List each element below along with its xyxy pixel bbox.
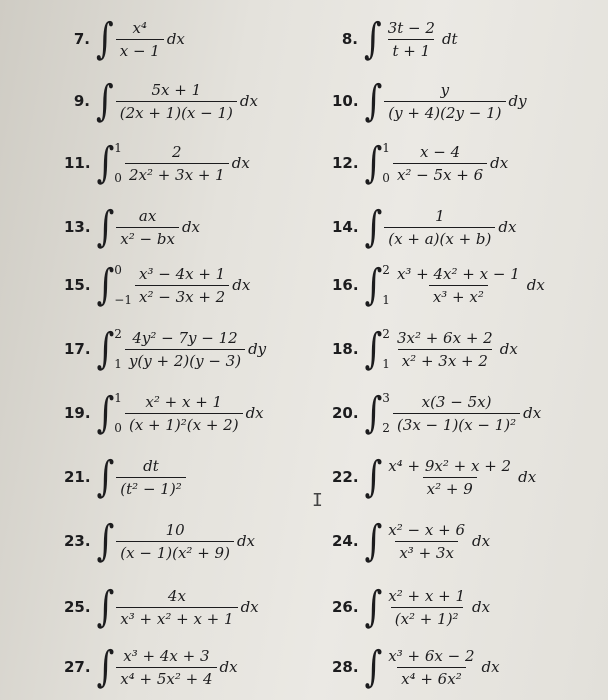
- problem-12: [332, 132, 508, 194]
- problem-number: 7.: [73, 30, 90, 48]
- denominator: x⁴ + 5x² + 4: [116, 667, 216, 688]
- lower-limit: 2: [382, 421, 390, 435]
- upper-limit: 1: [114, 141, 122, 155]
- problem-21: [64, 446, 186, 508]
- problem-23: [64, 510, 255, 572]
- integral-limits: [114, 141, 122, 185]
- integral-sign: ∫: [364, 642, 383, 692]
- numerator: 10: [165, 520, 185, 539]
- numerator: x³ + 4x + 3: [123, 646, 210, 665]
- integral: [363, 324, 518, 374]
- upper-limit: 0: [114, 263, 122, 277]
- integral: [95, 516, 255, 566]
- integrand-fraction: [116, 19, 164, 60]
- integral: [362, 14, 458, 64]
- problem-number: 16.: [332, 276, 359, 294]
- problem-number: 17.: [64, 340, 91, 358]
- problem-7: [64, 8, 185, 70]
- differential: dx: [499, 340, 518, 358]
- denominator: (x² + 1)²: [391, 607, 463, 628]
- integrand-fraction: [384, 587, 469, 628]
- denominator: x³ + x² + x + 1: [116, 607, 237, 628]
- problem-17: [64, 318, 266, 380]
- integral-sign: ∫: [96, 260, 115, 310]
- problem-27: [64, 636, 238, 698]
- integrand-fraction: [384, 19, 439, 60]
- problem-number: 28.: [332, 658, 359, 676]
- problem-number: 24.: [332, 532, 359, 550]
- denominator: x − 1: [116, 39, 164, 60]
- problem-number: 13.: [64, 218, 91, 236]
- integrand-fraction: [125, 393, 243, 434]
- integrand-fraction: [384, 81, 505, 122]
- problem-16: [332, 254, 545, 316]
- differential: dx: [498, 218, 517, 236]
- numerator: ax: [138, 206, 157, 225]
- denominator: y(y + 2)(y − 3): [125, 349, 245, 370]
- denominator: x³ + 3x: [395, 541, 458, 562]
- integrand-fraction: [393, 143, 487, 184]
- upper-limit: 1: [114, 391, 122, 405]
- numerator: dt: [143, 456, 159, 475]
- upper-limit: 1: [382, 141, 390, 155]
- integrand-fraction: [125, 143, 229, 184]
- differential: dt: [441, 30, 458, 48]
- numerator: 4x: [167, 586, 186, 605]
- differential: dx: [166, 30, 185, 48]
- problem-24: [332, 510, 490, 572]
- problem-9: [64, 70, 258, 132]
- numerator: x − 4: [420, 142, 461, 161]
- numerator: x³ + 4x² + x − 1: [396, 264, 520, 283]
- integral-sign: ∫: [364, 14, 382, 64]
- denominator: x² − 3x + 2: [135, 285, 229, 306]
- problem-10: [332, 70, 527, 132]
- integral: [95, 452, 186, 502]
- problem-number: 12.: [332, 154, 359, 172]
- problem-number: 14.: [332, 218, 359, 236]
- lower-limit: 0: [382, 171, 390, 185]
- differential: dx: [236, 532, 255, 550]
- numerator: 1: [435, 206, 445, 225]
- denominator: x² + 9: [423, 477, 477, 498]
- denominator: (y + 4)(2y − 1): [384, 101, 505, 122]
- integral: [363, 582, 491, 632]
- numerator: x³ − 4x + 1: [139, 264, 226, 283]
- integral-sign: ∫: [96, 642, 115, 692]
- problem-13: [64, 196, 200, 258]
- differential: dy: [508, 92, 527, 110]
- differential: dx: [526, 276, 545, 294]
- numerator: x⁴ + 9x² + x + 2: [388, 456, 512, 475]
- integrand-fraction: [116, 521, 234, 562]
- integrand-fraction: [393, 265, 524, 306]
- integral-limits: [114, 263, 132, 307]
- integral-sign: ∫: [96, 324, 115, 374]
- differential: dy: [248, 340, 267, 358]
- differential: dx: [518, 468, 537, 486]
- problem-18: [332, 318, 518, 380]
- integral-sign: ∫: [364, 260, 383, 310]
- integral-sign: ∫: [96, 452, 115, 502]
- problem-25: [64, 576, 259, 638]
- denominator: x⁴ + 6x²: [397, 667, 466, 688]
- integrand-fraction: [116, 647, 216, 688]
- integral: [94, 76, 258, 126]
- problem-28: [332, 636, 500, 698]
- integral: [95, 582, 259, 632]
- integrand-fraction: [125, 329, 245, 370]
- problem-11: [64, 132, 250, 194]
- problem-number: 27.: [64, 658, 91, 676]
- integral-limits: [382, 141, 390, 185]
- integral: [95, 260, 251, 310]
- integral: [363, 76, 527, 126]
- problem-number: 23.: [64, 532, 91, 550]
- integral: [363, 260, 545, 310]
- differential: dx: [471, 598, 491, 616]
- denominator: (x + a)(x + b): [384, 227, 495, 248]
- integrand-fraction: [393, 329, 497, 370]
- numerator: 3x² + 6x + 2: [396, 328, 493, 347]
- integral-sign: ∫: [364, 138, 383, 188]
- problem-26: [332, 576, 490, 638]
- integral: [95, 138, 250, 188]
- problem-19: [64, 382, 264, 444]
- integral: [95, 202, 200, 252]
- integral-limits: [382, 391, 390, 435]
- denominator: 2x² + 3x + 1: [125, 163, 229, 184]
- lower-limit: −1: [114, 293, 132, 307]
- integrand-fraction: [384, 457, 515, 498]
- integral: [363, 452, 537, 502]
- integral-sign: ∫: [364, 582, 383, 632]
- integral-sign: ∫: [96, 14, 114, 64]
- lower-limit: 1: [382, 293, 390, 307]
- numerator: x² − x + 6: [388, 520, 465, 539]
- differential: dx: [245, 404, 264, 422]
- integral-limits: [382, 327, 390, 371]
- lower-limit: 1: [114, 357, 122, 371]
- integral-sign: ∫: [364, 388, 383, 438]
- integral-sign: ∫: [96, 76, 114, 126]
- integral: [95, 388, 264, 438]
- problem-8: [332, 8, 458, 70]
- differential: dx: [219, 658, 238, 676]
- differential: dx: [490, 154, 509, 172]
- upper-limit: 2: [114, 327, 122, 341]
- denominator: t + 1: [388, 39, 434, 60]
- integrand-fraction: [116, 457, 185, 498]
- denominator: (2x + 1)(x − 1): [116, 101, 237, 122]
- integral-sign: ∫: [96, 582, 115, 632]
- differential: dx: [481, 658, 500, 676]
- numerator: x(3 − 5x): [421, 392, 492, 411]
- integral: [363, 138, 509, 188]
- integrand-fraction: [384, 521, 469, 562]
- integral-sign: ∫: [364, 452, 383, 502]
- integral: [95, 324, 267, 374]
- integral: [363, 642, 500, 692]
- problem-20: [332, 382, 541, 444]
- integral: [94, 14, 185, 64]
- differential: dx: [231, 154, 250, 172]
- integral-sign: ∫: [96, 138, 115, 188]
- problem-number: 18.: [332, 340, 359, 358]
- integral-sign: ∫: [364, 76, 383, 126]
- denominator: (3x − 1)(x − 1)²: [393, 413, 520, 434]
- problem-number: 15.: [64, 276, 91, 294]
- lower-limit: 0: [114, 421, 122, 435]
- differential: dx: [240, 598, 259, 616]
- upper-limit: 3: [382, 391, 390, 405]
- integral-limits: [382, 263, 390, 307]
- integral-sign: ∫: [96, 388, 115, 438]
- problem-number: 26.: [332, 598, 359, 616]
- numerator: x⁴: [132, 18, 148, 37]
- integral: [363, 516, 491, 566]
- integral-sign: ∫: [96, 202, 115, 252]
- problem-number: 25.: [64, 598, 91, 616]
- differential: dx: [471, 532, 491, 550]
- integral: [363, 202, 517, 252]
- problem-number: 21.: [64, 468, 91, 486]
- numerator: x² + x + 1: [388, 586, 465, 605]
- integral-sign: ∫: [364, 202, 383, 252]
- upper-limit: 2: [382, 263, 390, 277]
- integral: [95, 642, 238, 692]
- integrand-fraction: [384, 207, 495, 248]
- numerator: 3t − 2: [387, 18, 435, 37]
- numerator: x² + x + 1: [145, 392, 223, 411]
- problem-22: [332, 446, 536, 508]
- text-cursor-icon: I: [312, 490, 323, 511]
- differential: dx: [239, 92, 258, 110]
- numerator: x³ + 6x − 2: [388, 646, 475, 665]
- integral-limits: [114, 327, 122, 371]
- problem-number: 10.: [332, 92, 359, 110]
- integral: [363, 388, 542, 438]
- denominator: (x − 1)(x² + 9): [116, 541, 234, 562]
- integral-sign: ∫: [96, 516, 115, 566]
- problem-number: 19.: [64, 404, 91, 422]
- problem-number: 11.: [64, 154, 91, 172]
- denominator: (t² − 1)²: [116, 477, 185, 498]
- integral-limits: [114, 391, 122, 435]
- problem-14: [332, 196, 516, 258]
- problem-15: [64, 254, 250, 316]
- integrand-fraction: [116, 207, 179, 248]
- problem-number: 22.: [332, 468, 359, 486]
- denominator: (x + 1)²(x + 2): [125, 413, 243, 434]
- denominator: x² − bx: [116, 227, 179, 248]
- integral-sign: ∫: [364, 516, 383, 566]
- numerator: y: [440, 80, 450, 99]
- integrand-fraction: [135, 265, 229, 306]
- problem-number: 8.: [341, 30, 358, 48]
- numerator: 5x + 1: [151, 80, 202, 99]
- differential: dx: [523, 404, 542, 422]
- problem-number: 9.: [73, 92, 90, 110]
- lower-limit: 0: [114, 171, 122, 185]
- integral-sign: ∫: [364, 324, 383, 374]
- integrand-fraction: [116, 81, 237, 122]
- denominator: x² − 5x + 6: [393, 163, 487, 184]
- integrand-fraction: [384, 647, 478, 688]
- denominator: x³ + x²: [429, 285, 488, 306]
- numerator: 4y² − 7y − 12: [132, 328, 238, 347]
- differential: dx: [181, 218, 200, 236]
- integrand-fraction: [116, 587, 237, 628]
- numerator: 2: [172, 142, 182, 161]
- differential: dx: [232, 276, 251, 294]
- upper-limit: 2: [382, 327, 390, 341]
- lower-limit: 1: [382, 357, 390, 371]
- integrand-fraction: [393, 393, 520, 434]
- denominator: x² + 3x + 2: [398, 349, 492, 370]
- problem-number: 20.: [332, 404, 359, 422]
